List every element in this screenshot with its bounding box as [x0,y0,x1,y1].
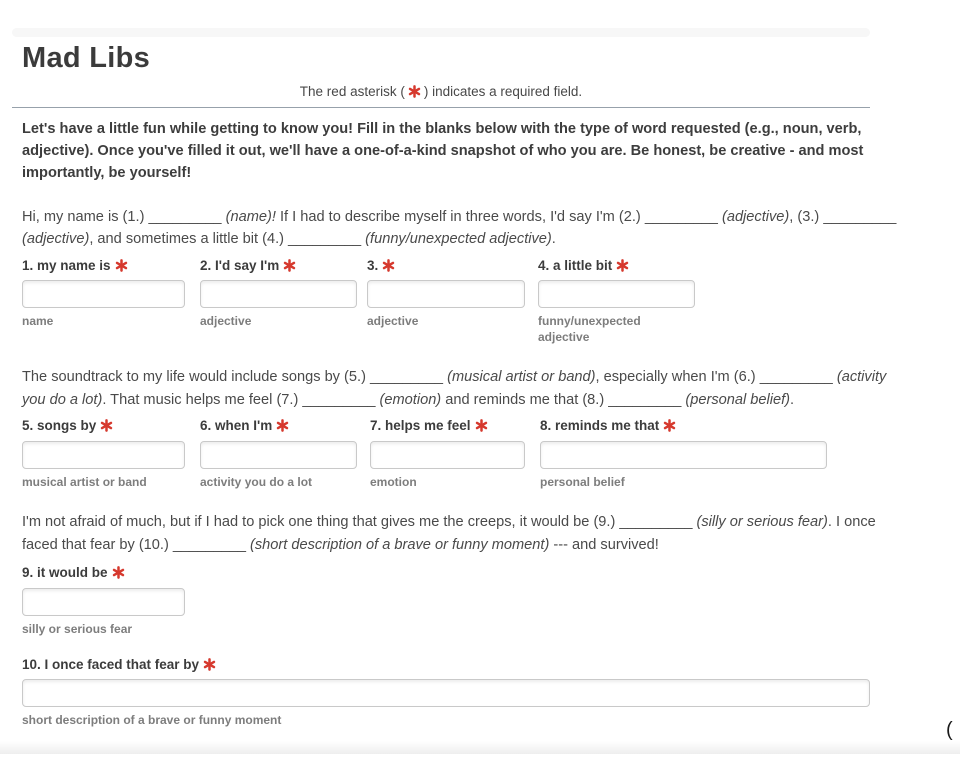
required-asterisk-icon [115,259,128,272]
field-2-label [200,258,357,274]
field-4-input[interactable] [538,280,695,308]
content-bottom-edge [0,741,960,754]
field-2-input[interactable] [200,280,357,308]
field-8-label [540,418,827,434]
field-4-a-little-bit [538,258,695,345]
madlib-paragraph-2: The soundtrack to my life would include songs by (5.) _________ (musical artist or band), especially when I'm (6.) _________ (activity you do a lot). That music helps me feel (7.) _________ (emotion) and reminds me that (8.) _________ (personal belief). [22,369,887,408]
form-content [22,119,912,729]
field-2-label-text: 2. I'd say I'm [200,257,280,273]
field-10-label [22,657,870,673]
required-asterisk-icon [382,259,395,272]
required-asterisk-icon [203,658,216,671]
field-4-label [538,258,695,274]
field-3-adjective [367,258,525,345]
field-9-label [22,565,185,581]
field-8-label-text: 8. reminds me that [540,418,660,434]
required-asterisk-icon [408,85,421,98]
field-3-label [367,258,525,274]
field-7-label-text: 7. helps me feel [370,418,471,434]
field-1-helper: name [22,313,54,328]
field-row-2 [22,418,912,490]
required-asterisk-icon [663,419,676,432]
intro-paragraph: Let's have a little fun while getting to know you! Fill in the blanks below with the type of word requested (e.g., noun, verb, adjective). Once you've filled it out, we'll have a one-of-a-kind snapshot of who you are. Be honest, be creative - and most importantly, be yourself! [22,120,864,181]
field-10-helper: short description of a brave or funny moment [22,713,282,728]
field-5-input[interactable] [22,441,185,469]
required-note-suffix: ) indicates a required field. [423,83,583,99]
field-3-label-text: 3. [367,257,379,273]
top-strip [12,28,870,37]
field-9-it-would-be [22,565,185,637]
madlib-paragraph-1: Hi, my name is (1.) _________ (name)! If I had to describe myself in three words, I'd say I'm (2.) _________ (adjective), (3.) _________ (adjective), and sometimes a little bit (4.) _________ (funny/unexpected adjective). [22,208,897,248]
field-2-id-say-im [200,258,357,345]
field-9-label-text: 9. it would be [22,565,108,581]
field-7-input[interactable] [370,441,525,469]
field-8-helper: personal belief [540,474,625,489]
field-5-songs-by [22,418,185,490]
field-3-helper: adjective [367,313,419,328]
required-asterisk-icon [276,419,289,432]
field-row-1 [22,258,912,345]
field-10-input[interactable] [22,679,870,707]
madlib-paragraph-3: I'm not afraid of much, but if I had to pick one thing that gives me the creeps, it would be (9.) _________ (silly or serious fear). I once faced that fear by (10.) _________ (short description of a brave or funny moment) --- and survived! [22,514,876,553]
required-asterisk-icon [112,566,125,579]
field-1-my-name-is [22,258,185,345]
field-7-label [370,418,525,434]
required-field-note [12,75,870,108]
field-5-label-text: 5. songs by [22,418,97,434]
required-asterisk-icon [475,419,488,432]
field-6-label [200,418,357,434]
page-title: Mad Libs [22,42,151,74]
field-10-faced-that-fear [22,657,870,729]
field-1-label-text: 1. my name is [22,257,111,273]
field-6-label-text: 6. when I'm [200,418,273,434]
required-asterisk-icon [616,259,629,272]
field-5-label [22,418,185,434]
required-asterisk-icon [100,419,113,432]
field-1-label [22,258,185,274]
field-7-helps-me-feel [370,418,525,490]
field-9-input[interactable] [22,588,185,616]
required-asterisk-icon [283,259,296,272]
field-8-reminds-me-that [540,418,827,490]
field-3-input[interactable] [367,280,525,308]
field-5-helper: musical artist or band [22,474,147,489]
cutoff-widget-glyph: ( [946,719,953,741]
field-4-label-text: 4. a little bit [538,257,613,273]
field-6-helper: activity you do a lot [200,474,313,489]
field-2-helper: adjective [200,313,252,328]
field-9-helper: silly or serious fear [22,621,133,636]
field-10-label-text: 10. I once faced that fear by [22,657,200,673]
field-7-helper: emotion [370,474,417,489]
field-8-input[interactable] [540,441,827,469]
field-6-input[interactable] [200,441,357,469]
field-4-helper: funny/unexpected adjective [538,313,641,344]
field-6-when-im [200,418,357,490]
required-note-prefix: The red asterisk ( [299,83,405,99]
field-1-input[interactable] [22,280,185,308]
